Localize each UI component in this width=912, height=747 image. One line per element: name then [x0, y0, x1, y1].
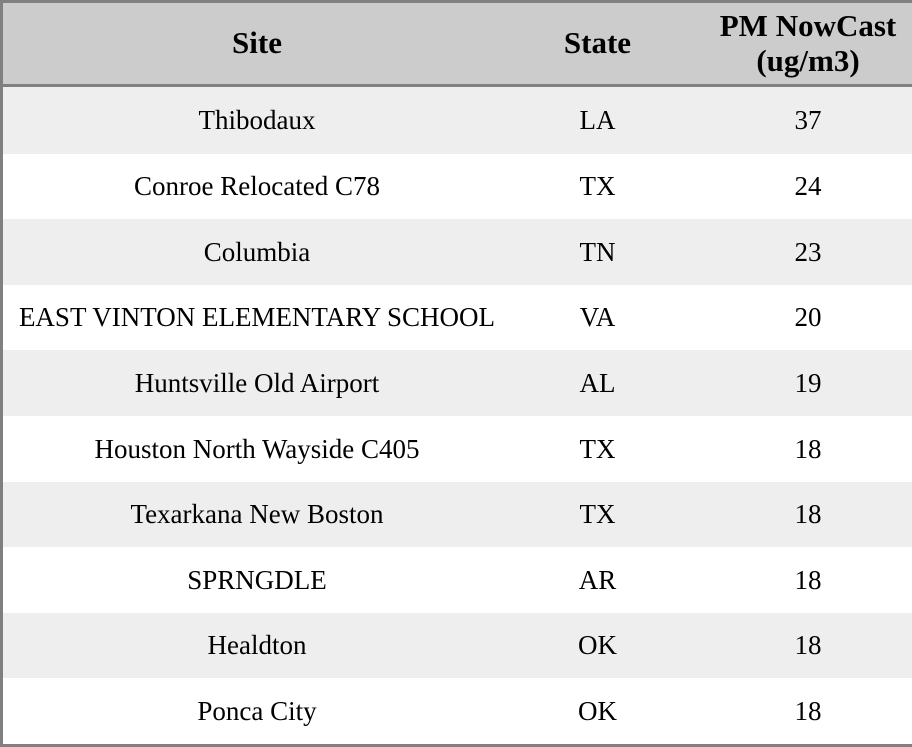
table-row [3, 613, 912, 679]
cell-state: OK [511, 613, 684, 679]
cell-site: Thibodaux [3, 86, 511, 154]
table-body [3, 86, 912, 744]
table-row [3, 219, 912, 285]
table-header-row [3, 3, 912, 86]
cell-state: LA [511, 86, 684, 154]
cell-pm: 23 [684, 219, 912, 285]
column-header-state: State [511, 3, 684, 86]
cell-state: OK [511, 678, 684, 744]
table-row [3, 86, 912, 154]
cell-pm: 37 [684, 86, 912, 154]
cell-site: Conroe Relocated C78 [3, 154, 511, 220]
table-row [3, 350, 912, 416]
table-row [3, 154, 912, 220]
cell-site: Healdton [3, 613, 511, 679]
air-quality-table [3, 3, 912, 744]
cell-pm: 20 [684, 285, 912, 351]
cell-pm: 18 [684, 678, 912, 744]
cell-site: Houston North Wayside C405 [3, 416, 511, 482]
cell-state: AL [511, 350, 684, 416]
cell-site: SPRNGDLE [3, 547, 511, 613]
cell-pm: 19 [684, 350, 912, 416]
cell-pm: 18 [684, 547, 912, 613]
cell-site: Columbia [3, 219, 511, 285]
cell-site: Ponca City [3, 678, 511, 744]
cell-pm: 24 [684, 154, 912, 220]
cell-state: TN [511, 219, 684, 285]
cell-state: TX [511, 482, 684, 548]
table-row [3, 482, 912, 548]
cell-pm: 18 [684, 416, 912, 482]
table-row [3, 547, 912, 613]
cell-pm: 18 [684, 613, 912, 679]
cell-state: TX [511, 416, 684, 482]
cell-site: Huntsville Old Airport [3, 350, 511, 416]
cell-pm: 18 [684, 482, 912, 548]
cell-site: EAST VINTON ELEMENTARY SCHOOL [3, 285, 511, 351]
table-row [3, 678, 912, 744]
cell-state: AR [511, 547, 684, 613]
column-header-site: Site [3, 3, 511, 86]
cell-state: VA [511, 285, 684, 351]
cell-site: Texarkana New Boston [3, 482, 511, 548]
table-row [3, 285, 912, 351]
table-header [3, 3, 912, 86]
table-row [3, 416, 912, 482]
column-header-pm-nowcast: PM NowCast (ug/m3) [684, 3, 912, 86]
cell-state: TX [511, 154, 684, 220]
